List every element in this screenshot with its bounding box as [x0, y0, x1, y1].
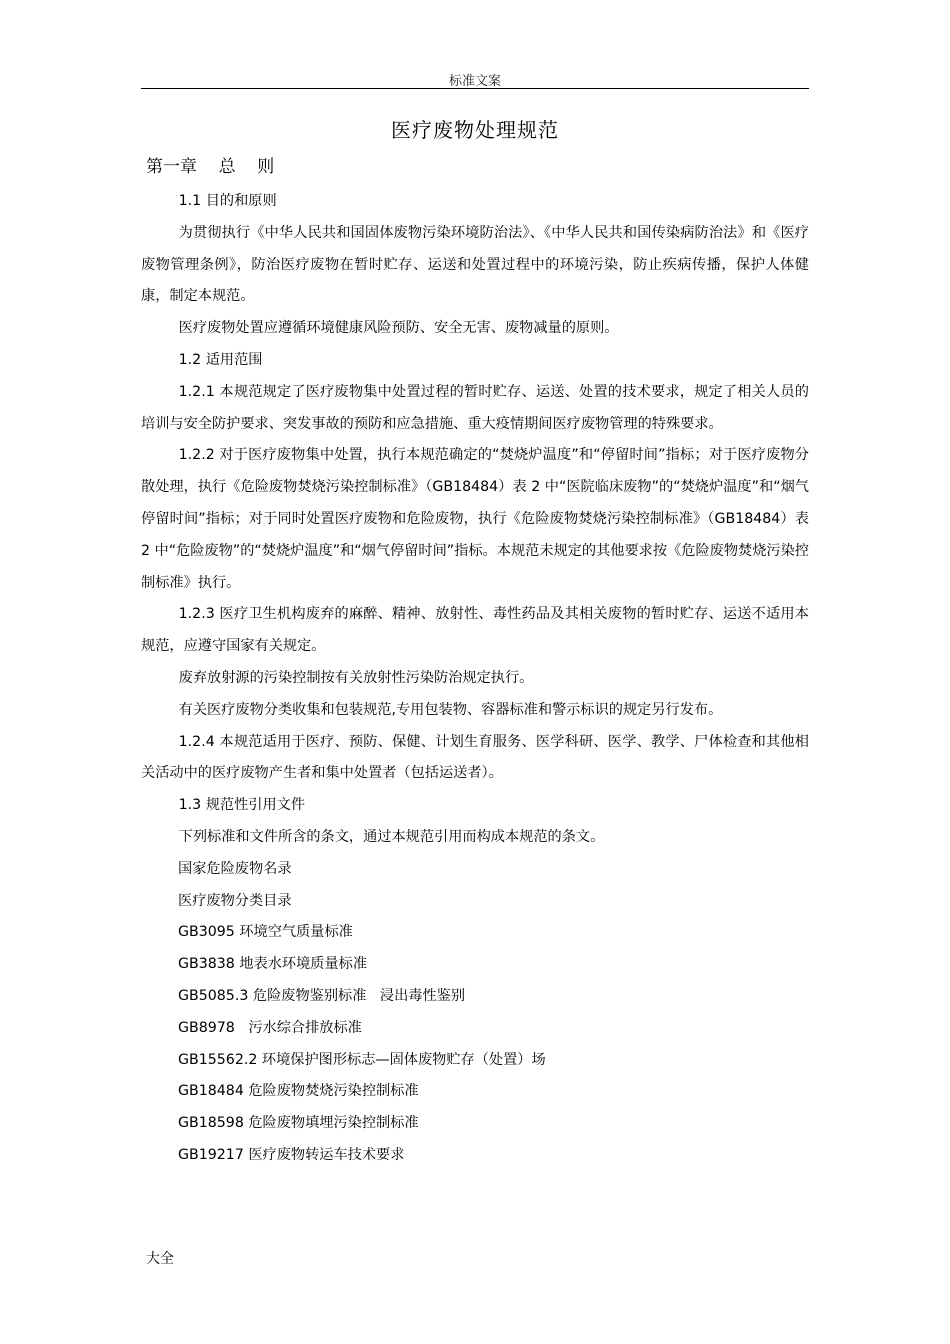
page-header: 标准文案 — [448, 74, 501, 89]
section-heading: 1.3 规范性引用文件 — [178, 797, 306, 814]
reference-item: GB3838 地表水环境质量标准 — [178, 956, 368, 973]
section-heading: 1.1 目的和原则 — [178, 193, 277, 209]
reference-item: GB5085.3 危险废物鉴别标准 浸出毒性鉴别 — [178, 987, 466, 1004]
paragraph: 下列标准和文件所含的条文，通过本规范引用而构成本规范的条文。 — [178, 828, 605, 845]
reference-item: GB18484 危险废物焚烧污染控制标准 — [178, 1083, 419, 1100]
page-footer: 大全 — [146, 1251, 174, 1267]
paragraph: 1.2.3 医疗卫生机构废弃的麻醉、精神、放射性、毒性药品及其相关废物的暂时贮存、运送不适用本规范，应遵守国家有关规定。 — [141, 606, 809, 655]
reference-item: GB15562.2 环境保护图形标志—固体废物贮存（处置）场 — [178, 1051, 546, 1068]
section-heading: 1.2 适用范围 — [178, 351, 263, 368]
document-body — [141, 186, 809, 1172]
paragraph: 1.2.1 本规范规定了医疗废物集中处置过程的暂时贮存、运送、处置的技术要求，规定了相关人员的培训与安全防护要求、突发事故的预防和应急措施、重大疫情期间医疗废物管理的特殊要求。 — [141, 383, 809, 432]
paragraph: 有关医疗废物分类收集和包装规范,专用包装物、容器标准和警示标识的规定另行发布。 — [178, 701, 723, 718]
paragraph: 1.2.4 本规范适用于医疗、预防、保健、计划生育服务、医学科研、医学、教学、尸体检查和其他相关活动中的医疗废物产生者和集中处置者（包括运送者）。 — [141, 733, 809, 782]
paragraph: 1.2.2 对于医疗废物集中处置，执行本规范确定的“焚烧炉温度”和“停留时间”指标；对于医疗废物分散处理，执行《危险废物焚烧污染控制标准》（GB18484）表 2 中“医院临床废物”的“焚烧炉温度”和“烟气停留时间”指标；对于同时处置医疗废物和危险废物，执行《危险废物焚烧污染控制标准》（GB18484）表 2 中“危险废物”的“焚烧炉温度”和“烟气停留时间”指标。本规范未规定的其他要求按《危险废物焚烧污染控制标准》执行。 — [141, 447, 809, 591]
paragraph: 废弃放射源的污染控制按有关放射性污染防治规定执行。 — [178, 669, 534, 686]
reference-item: 国家危险废物名录 — [178, 860, 292, 877]
document-title: 医疗废物处理规范 — [391, 118, 559, 142]
chapter-heading: 第一章 总 则 — [146, 157, 275, 177]
reference-item: GB8978 污水综合排放标准 — [178, 1019, 362, 1036]
reference-item: GB18598 危险废物填埋污染控制标准 — [178, 1115, 419, 1132]
header-divider — [141, 88, 809, 89]
paragraph: 为贯彻执行《中华人民共和国固体废物污染环境防治法》、《中华人民共和国传染病防治法》和《医疗废物管理条例》，防治医疗废物在暂时贮存、运送和处置过程中的环境污染，防止疾病传播，保护人体健康，制定本规范。 — [141, 224, 809, 305]
reference-item: GB3095 环境空气质量标准 — [178, 924, 353, 941]
reference-item: 医疗废物分类目录 — [178, 892, 292, 909]
paragraph: 医疗废物处置应遵循环境健康风险预防、安全无害、废物减量的原则。 — [178, 320, 619, 337]
reference-item: GB19217 医疗废物转运车技术要求 — [178, 1146, 405, 1163]
